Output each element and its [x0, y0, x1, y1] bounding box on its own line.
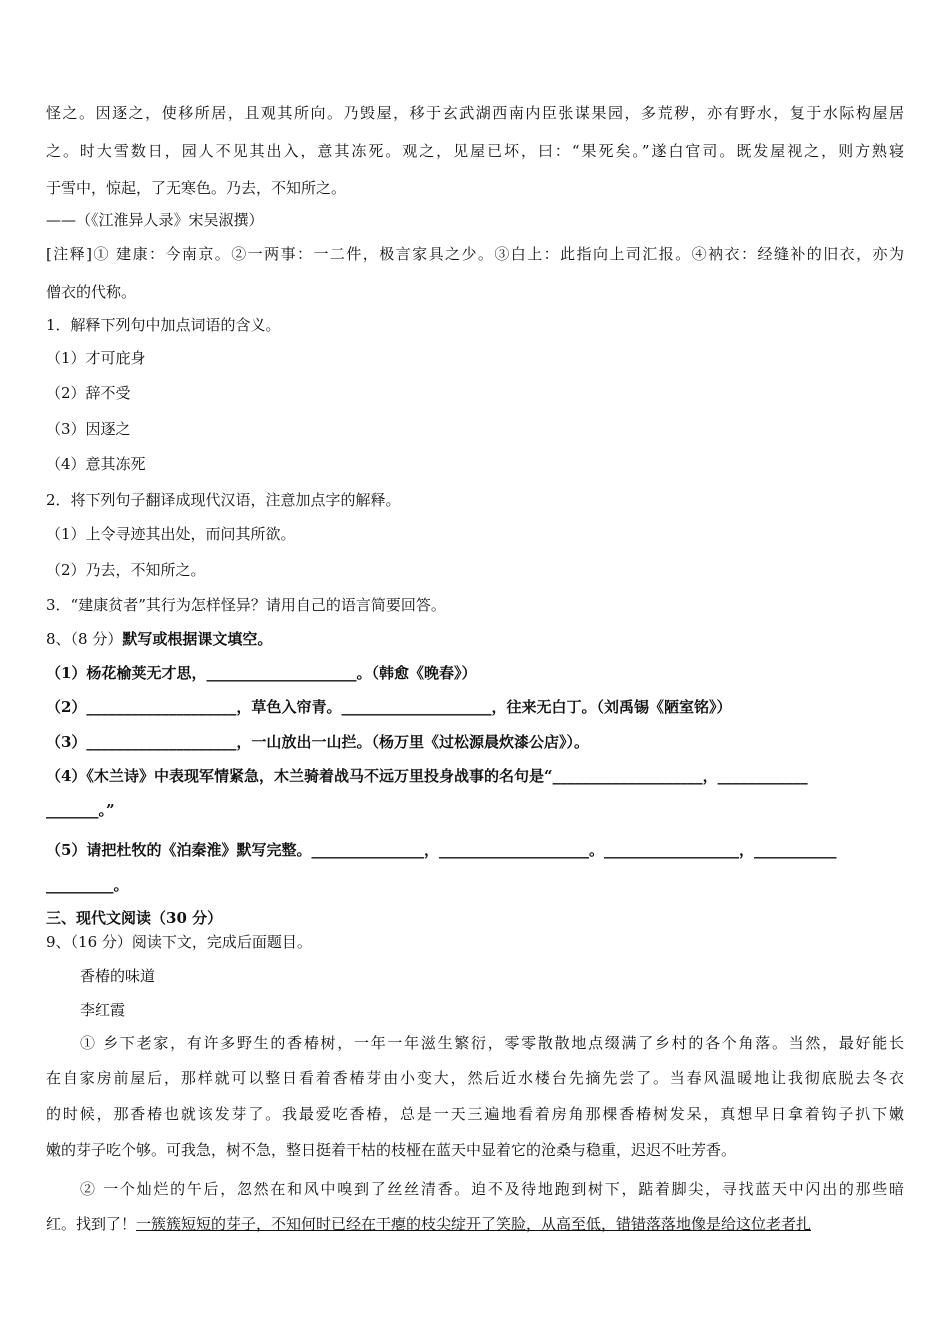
question-9: 9、（16 分）阅读下文，完成后面题目。 [46, 933, 312, 951]
question-8-item: （3）____________________，一山放出一山拦。（杨万里《过松源晨炊漆公店》）。 [46, 733, 589, 751]
question-2-2: （2）乃去，不知所之。 [46, 561, 206, 579]
question-8-prefix: 8、（8 分） [46, 630, 123, 648]
question-8-item-continued: _________。 [46, 876, 129, 894]
question-8-item: （5）请把杜牧的《泊秦淮》默写完整。_______________，____________________。__________________，___________ [46, 841, 837, 859]
question-2-1: （1）上令寻迹其出处，而问其所欲。 [46, 525, 296, 543]
question-1-1: （1）才可庇身 [46, 349, 146, 367]
article-author: 李红霞 [80, 1001, 126, 1019]
question-8-item-continued: _______。” [46, 801, 115, 819]
article-paragraph-line [46, 1214, 811, 1234]
question-1: 1．解释下列句中加点词语的含义。 [46, 316, 281, 334]
article-paragraph-line: 在自家房前屋后，那样就可以整日看着香椿芽由小变大，然后近水楼台先摘先尝了。当春风温暖地让我彻底脱去冬衣 [46, 1069, 904, 1087]
question-8-item: （2）____________________，草色入帘青。____________________，往来无白丁。（刘禹锡《陋室铭》） [46, 698, 732, 716]
question-1-3: （3）因逐之 [46, 420, 131, 438]
article-paragraph-line: 的时候，那香椿也就该发芽了。我最爱吃香椿，总是一天三遍地看着房角那棵香椿树发呆，真想早日拿着钩子扒下嫩 [46, 1105, 904, 1123]
question-8-item: （4）《木兰诗》中表现军情紧急，木兰骑着战马不远万里投身战事的名句是“____________________，____________ [46, 767, 808, 785]
article-text: 红。找到了！ [46, 1215, 137, 1233]
article-paragraph-line: 嫩的芽子吃个够。可我急，树不急，整日挺着干枯的枝桠在蓝天中显着它的沧桑与稳重，迟迟不吐芳香。 [46, 1141, 737, 1159]
section-3-title: 三、现代文阅读（30 分） [46, 909, 223, 927]
question-8-heading [46, 629, 272, 649]
passage-line: 之。时大雪数日，园人不见其出入，意其冻死。观之，见屋已坏，曰：“果死矣。”遂白官司。既发屋视之，则方熟寝 [46, 142, 904, 160]
question-8-item: （1）杨花榆荚无才思，____________________。（韩愈《晚春》） [46, 664, 477, 682]
notes-line: [注释]① 建康：今南京。②一两事：一二件，极言家具之少。③白上：此指向上司汇报。④衲衣：经缝补的旧衣，亦为 [46, 245, 904, 263]
question-2: 2．将下列句子翻译成现代汉语，注意加点字的解释。 [46, 491, 401, 509]
article-paragraph-line: ① 乡下老家，有许多野生的香椿树，一年一年滋生繁衍，零零散散地点缀满了乡村的各个角落。当然，最好能长 [80, 1034, 904, 1052]
notes-line: 僧衣的代称。 [46, 283, 137, 301]
question-1-2: （2）辞不受 [46, 384, 131, 402]
question-8-title: 默写或根据课文填空。 [122, 630, 273, 648]
article-paragraph-line: ② 一个灿烂的午后，忽然在和风中嗅到了丝丝清香。迫不及待地跑到树下，踮着脚尖，寻找蓝天中闪出的那些暗 [80, 1180, 904, 1198]
passage-line: 怪之。因逐之，使移所居，且观其所向。乃毁屋，移于玄武湖西南内臣张谋果园，多荒秽，亦有野水，复于水际构屋居 [46, 104, 904, 122]
passage-line: 于雪中，惊起，了无寒色。乃去，不知所之。 [46, 179, 347, 197]
passage-source: ——（《江淮异人录》宋吴淑撰） [46, 211, 264, 229]
underlined-sentence: 一簇簇短短的芽子，不知何时已经在干瘪的枝尖绽开了笑脸，从高至低，错错落落地像是给这位老者扎 [136, 1215, 812, 1233]
article-title: 香椿的味道 [80, 967, 156, 985]
question-3: 3．“建康贫者”其行为怎样怪异？请用自己的语言简要回答。 [46, 596, 446, 614]
question-1-4: （4）意其冻死 [46, 455, 146, 473]
